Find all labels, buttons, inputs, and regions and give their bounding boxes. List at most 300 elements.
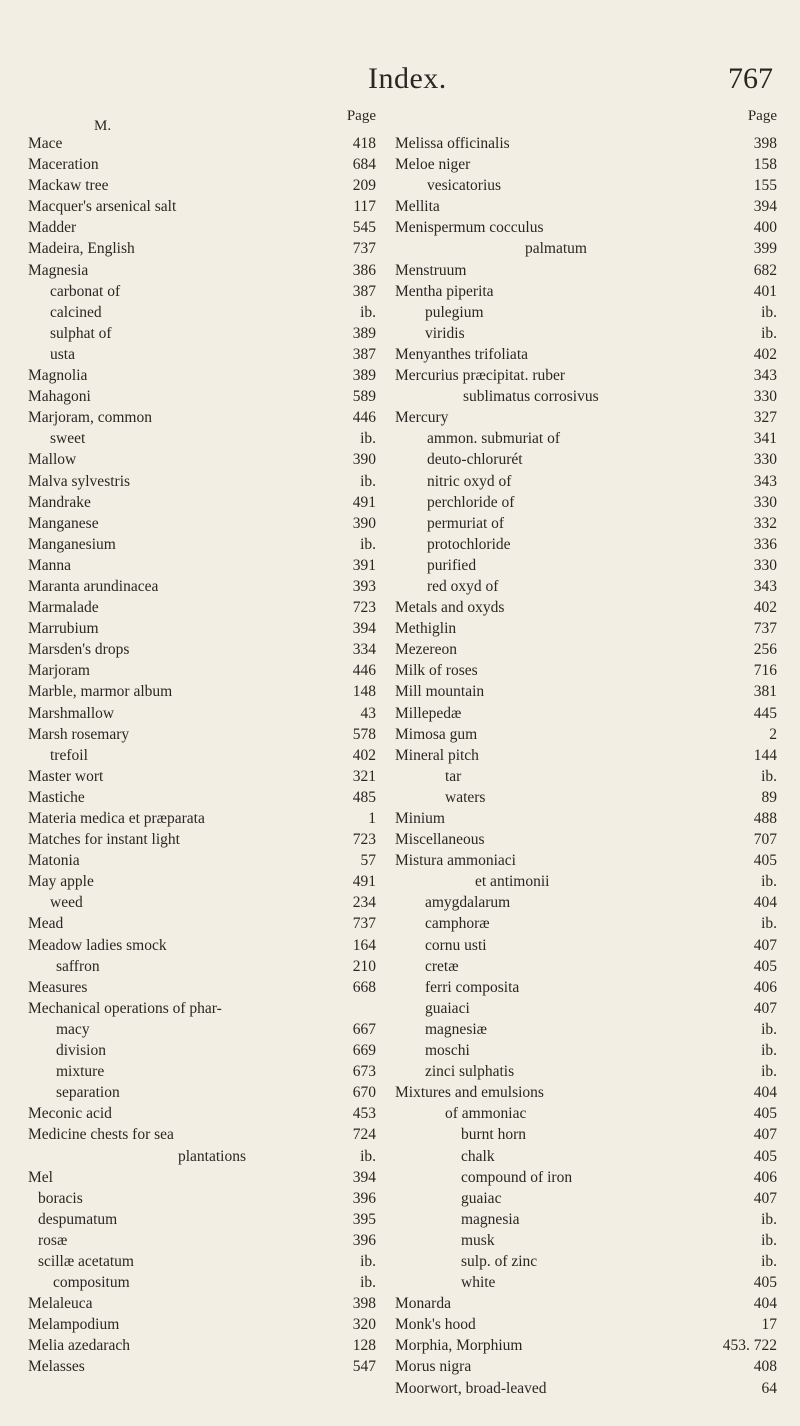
index-entry (395, 998, 777, 1019)
index-entry (28, 703, 376, 724)
index-entry (28, 639, 376, 660)
entry-page-ref: 402 (753, 599, 777, 617)
entry-term: moschi (425, 1042, 470, 1060)
entry-term: Mixtures and emulsions (395, 1084, 544, 1102)
entry-term: Mezereon (395, 641, 457, 659)
entry-term: calcined (50, 303, 102, 321)
entry-term: Mill mountain (395, 683, 485, 701)
entry-page-ref: 682 (753, 261, 777, 279)
entry-term: Maceration (28, 156, 99, 174)
index-entry (395, 1272, 777, 1293)
entry-term: despumatum (38, 1210, 118, 1228)
entry-page-ref: 387 (352, 282, 376, 300)
entry-term: Morphia, Morphium (395, 1337, 523, 1355)
entry-page-ref: 330 (753, 556, 777, 574)
page-column-label: Page (747, 108, 777, 124)
index-entry (395, 618, 777, 639)
index-entry (28, 597, 376, 618)
entry-term: Milk of roses (395, 662, 478, 680)
entry-term: Materia medica et præparata (28, 810, 205, 827)
entry-term: Mallow (28, 451, 77, 469)
index-entry (28, 576, 376, 597)
entry-page-ref: 396 (352, 1231, 376, 1249)
entry-term: sulphat of (50, 324, 112, 342)
entry-page-ref: 453 (352, 1105, 376, 1123)
entry-term: May apple (28, 873, 94, 891)
entry-page-ref: 394 (352, 1168, 376, 1186)
entry-page-ref: 395 (352, 1210, 376, 1228)
entry-page-ref: 723 (352, 599, 376, 617)
entry-page-ref: 406 (753, 1168, 777, 1186)
entry-term: white (461, 1274, 496, 1292)
entry-term: compositum (53, 1274, 130, 1292)
entry-page-ref: 405 (753, 852, 777, 870)
entry-page-ref: 389 (352, 367, 376, 385)
entry-term: Melia azedarach (28, 1337, 130, 1355)
entry-page-ref: 334 (352, 641, 376, 659)
index-entry (28, 428, 376, 449)
entry-term: Menstruum (395, 261, 467, 279)
entry-page-ref: ib. (360, 1147, 376, 1165)
entry-page-ref: 391 (352, 556, 376, 574)
entry-term: Marmalade (28, 599, 99, 617)
entry-term: Marjoram, common (28, 409, 152, 427)
index-entry (395, 1335, 777, 1356)
index-entry (28, 1124, 376, 1145)
entry-page-ref: 210 (352, 957, 376, 975)
index-entry (28, 407, 376, 428)
index-entry (28, 1272, 376, 1293)
index-entry (395, 154, 777, 175)
index-entry (395, 935, 777, 956)
entry-page-ref: 389 (352, 324, 376, 342)
entry-term: musk (461, 1231, 495, 1249)
index-entry (395, 513, 777, 534)
entry-term: palmatum (525, 240, 587, 258)
index-entry (28, 281, 376, 302)
entry-term: Medicine chests for sea (28, 1126, 174, 1144)
entry-page-ref: 407 (753, 999, 777, 1017)
index-entry (395, 660, 777, 681)
entry-page-ref: ib. (360, 1252, 376, 1270)
index-entry (395, 534, 777, 555)
entry-page-ref: 330 (753, 388, 777, 406)
entry-term: Marjoram (28, 662, 90, 680)
entry-term: Menyanthes trifoliata (395, 345, 528, 363)
entry-term: zinci sulphatis (425, 1063, 515, 1081)
entry-page-ref: 667 (352, 1020, 376, 1038)
index-entry (28, 154, 376, 175)
left-column-heading (28, 106, 376, 134)
entry-page-ref: ib. (761, 303, 777, 321)
index-entry (28, 787, 376, 808)
entry-page-ref: ib. (360, 1274, 376, 1292)
index-entry (395, 724, 777, 745)
entry-page-ref: 407 (753, 1126, 777, 1144)
entry-page-ref: ib. (761, 1063, 777, 1081)
entry-term: deuto-chlorurét (427, 451, 523, 469)
entry-term: Mace (28, 135, 63, 152)
entry-term: camphoræ (425, 915, 490, 933)
index-entry (28, 1103, 376, 1124)
entry-term: Meloe niger (395, 156, 471, 174)
entry-term: red oxyd of (427, 577, 499, 595)
index-entry (28, 977, 376, 998)
entry-term: Mead (28, 915, 64, 933)
entry-page-ref: 343 (753, 472, 777, 490)
entry-page-ref: 578 (352, 725, 376, 743)
entry-term: Mellita (395, 198, 440, 216)
entry-term: Marble, marmor album (28, 683, 173, 701)
left-index-column (28, 106, 376, 1378)
entry-page-ref: 446 (352, 662, 376, 680)
entry-page-ref: 737 (352, 240, 376, 258)
entry-term: Madder (28, 219, 77, 237)
entry-page-ref: 737 (753, 620, 777, 638)
right-index-column (395, 106, 777, 1399)
entry-term: Mistura ammoniaci (395, 852, 516, 870)
entry-term: Maranta arundinacea (28, 577, 159, 595)
entry-page-ref: ib. (761, 1020, 777, 1038)
index-entry (28, 260, 376, 281)
index-entry (28, 386, 376, 407)
index-entry (28, 1082, 376, 1103)
index-entry (28, 808, 376, 829)
entry-term: Monarda (395, 1295, 451, 1313)
index-entry (28, 196, 376, 217)
index-entry (28, 1251, 376, 1272)
entry-page-ref: 43 (360, 704, 376, 722)
entry-term: chalk (461, 1147, 495, 1165)
index-entry (395, 449, 777, 470)
entry-term: saffron (56, 957, 100, 975)
index-entry (28, 998, 376, 1019)
entry-page-ref: 321 (352, 767, 376, 785)
entry-term: compound of iron (461, 1168, 573, 1186)
index-entry (395, 1356, 777, 1377)
entry-page-ref: ib. (360, 430, 376, 448)
entry-term: Mastiche (28, 788, 85, 806)
index-entry (28, 471, 376, 492)
index-entry (28, 302, 376, 323)
entry-term: Mentha piperita (395, 282, 494, 300)
entry-term: Magnesia (28, 261, 89, 279)
entry-page-ref: 707 (753, 831, 777, 849)
entry-page-ref: 341 (753, 430, 777, 448)
entry-page-ref: ib. (761, 767, 777, 785)
entry-term: Meconic acid (28, 1105, 112, 1123)
index-entry (395, 913, 777, 934)
index-entry (395, 1082, 777, 1103)
entry-page-ref: 401 (753, 282, 777, 300)
entry-page-ref: 386 (352, 261, 376, 279)
index-entry (28, 1209, 376, 1230)
page-column-label: Page (346, 108, 376, 124)
entry-page-ref: 2 (769, 725, 777, 743)
entry-page-ref: 453. 722 (722, 1337, 777, 1355)
entry-term: tar (445, 767, 462, 785)
index-entry (395, 302, 777, 323)
entry-term: viridis (425, 324, 465, 342)
entry-page-ref: 669 (352, 1042, 376, 1060)
entry-page-ref: 445 (753, 704, 777, 722)
page-header (0, 62, 800, 102)
entry-term: ammon. submuriat of (427, 430, 561, 448)
entry-term: sulp. of zinc (461, 1252, 538, 1270)
entry-page-ref: 209 (352, 177, 376, 195)
index-entry (28, 323, 376, 344)
entry-term: separation (56, 1084, 120, 1102)
entry-term: vesicatorius (427, 177, 502, 195)
index-entry (28, 956, 376, 977)
index-entry (395, 871, 777, 892)
entry-page-ref: 446 (352, 409, 376, 427)
entry-page-ref: 256 (753, 641, 777, 659)
entry-page-ref: 491 (352, 493, 376, 511)
entry-term: Measures (28, 978, 88, 996)
right-column-heading (395, 106, 777, 126)
index-entry (28, 935, 376, 956)
entry-page-ref: 399 (753, 240, 777, 258)
entry-page-ref: 393 (352, 577, 376, 595)
index-entry (28, 1167, 376, 1188)
index-entry (28, 513, 376, 534)
entry-term: Millepedæ (395, 704, 462, 722)
index-entry (28, 534, 376, 555)
entry-page-ref: 327 (753, 409, 777, 427)
entry-term: Meadow ladies smock (28, 936, 167, 954)
index-entry (395, 1188, 777, 1209)
entry-page-ref: 332 (753, 514, 777, 532)
index-entry (395, 745, 777, 766)
running-title: Index. (368, 62, 447, 95)
entry-term: Mercury (395, 409, 449, 427)
entry-page-ref: 1 (368, 810, 376, 827)
entry-page-ref: 405 (753, 1105, 777, 1123)
index-entry (28, 660, 376, 681)
entry-term: Macquer's arsenical salt (28, 198, 177, 216)
entry-page-ref: 394 (352, 620, 376, 638)
index-entry (28, 913, 376, 934)
entry-term: Miscellaneous (395, 831, 485, 849)
entry-term: guaiaci (425, 999, 470, 1017)
index-entry (395, 1103, 777, 1124)
entry-term: sublimatus corrosivus (463, 388, 599, 406)
entry-page-ref: 400 (753, 219, 777, 237)
entry-page-ref: ib. (761, 915, 777, 933)
entry-term: Marsden's drops (28, 641, 130, 659)
entry-term: Manganesium (28, 535, 116, 553)
entry-page-ref: 330 (753, 493, 777, 511)
entry-page-ref: ib. (360, 472, 376, 490)
index-entry (395, 1314, 777, 1335)
right-entry-list (395, 133, 777, 1399)
entry-page-ref: ib. (761, 324, 777, 342)
index-entry (395, 386, 777, 407)
entry-term: Moorwort, broad-leaved (395, 1379, 547, 1397)
index-entry (28, 1061, 376, 1082)
page-number: 767 (728, 62, 773, 95)
entry-term: boracis (38, 1189, 83, 1207)
entry-page-ref: 381 (753, 683, 777, 701)
entry-page-ref: 405 (753, 1147, 777, 1165)
index-entry (395, 344, 777, 365)
entry-term: usta (50, 345, 75, 363)
entry-term: Marsh rosemary (28, 725, 130, 743)
entry-term: Mandrake (28, 493, 91, 511)
index-entry (395, 956, 777, 977)
index-entry (28, 1040, 376, 1061)
entry-term: Morus nigra (395, 1358, 472, 1376)
index-entry (28, 217, 376, 238)
entry-page-ref: 330 (753, 451, 777, 469)
entry-page-ref: 673 (352, 1063, 376, 1081)
entry-page-ref: 343 (753, 367, 777, 385)
index-entry (28, 1293, 376, 1314)
entry-page-ref: 390 (352, 514, 376, 532)
index-entry (395, 175, 777, 196)
entry-page-ref: ib. (761, 873, 777, 891)
entry-page-ref: 404 (753, 1295, 777, 1313)
index-entry (28, 1230, 376, 1251)
entry-term: Malva sylvestris (28, 472, 131, 490)
index-entry (28, 1314, 376, 1335)
index-entry (395, 766, 777, 787)
entry-page-ref: ib. (360, 535, 376, 553)
index-entry (395, 1251, 777, 1272)
entry-page-ref: 723 (352, 831, 376, 849)
entry-page-ref: 117 (353, 198, 376, 216)
index-entry (395, 260, 777, 281)
entry-term: Mineral pitch (395, 746, 479, 764)
entry-page-ref: 485 (352, 788, 376, 806)
entry-term: Magnolia (28, 367, 88, 385)
entry-term: Matonia (28, 852, 80, 870)
entry-term: perchloride of (427, 493, 515, 511)
entry-term: cretæ (425, 957, 459, 975)
index-entry (28, 1146, 376, 1167)
index-entry (28, 1019, 376, 1040)
entry-page-ref: 545 (352, 219, 376, 237)
entry-term: Manna (28, 556, 72, 574)
entry-term: carbonat of (50, 282, 121, 300)
entry-term: burnt horn (461, 1126, 527, 1144)
entry-page-ref: 402 (753, 345, 777, 363)
index-entry (395, 850, 777, 871)
index-entry (28, 850, 376, 871)
index-entry (28, 344, 376, 365)
entry-term: macy (56, 1020, 90, 1038)
index-entry (395, 681, 777, 702)
index-entry (395, 1061, 777, 1082)
entry-page-ref: 320 (352, 1316, 376, 1334)
entry-term: Melaleuca (28, 1295, 93, 1313)
index-entry (395, 1124, 777, 1145)
index-entry (395, 1209, 777, 1230)
entry-term: scillæ acetatum (38, 1252, 134, 1270)
index-entry (395, 428, 777, 449)
entry-page-ref: 684 (352, 156, 376, 174)
index-entry (395, 238, 777, 259)
entry-term: Melissa officinalis (395, 135, 510, 152)
entry-term: mixture (56, 1063, 105, 1081)
entry-page-ref: 418 (352, 135, 376, 152)
entry-page-ref: 164 (352, 936, 376, 954)
entry-term: permuriat of (427, 514, 505, 532)
entry-term: Master wort (28, 767, 104, 785)
entry-page-ref: 17 (761, 1316, 777, 1334)
entry-page-ref: 407 (753, 1189, 777, 1207)
index-entry (28, 745, 376, 766)
entry-term: amygdalarum (425, 894, 511, 912)
index-entry (28, 133, 376, 154)
entry-page-ref: 488 (753, 810, 777, 827)
index-entry (395, 1230, 777, 1251)
entry-term: magnesia (461, 1210, 520, 1228)
entry-term: Marrubium (28, 620, 99, 638)
entry-term: plantations (178, 1147, 247, 1165)
entry-page-ref: 670 (352, 1084, 376, 1102)
entry-page-ref: ib. (761, 1252, 777, 1270)
entry-term: cornu usti (425, 936, 487, 954)
entry-term: waters (445, 788, 486, 806)
entry-term: Mimosa gum (395, 725, 478, 743)
index-entry (28, 449, 376, 470)
entry-term: magnesiæ (425, 1020, 487, 1038)
entry-page-ref: 396 (352, 1189, 376, 1207)
entry-page-ref: ib. (360, 303, 376, 321)
index-entry (28, 1188, 376, 1209)
section-letter: M. (94, 118, 112, 134)
index-entry (395, 597, 777, 618)
entry-page-ref: 398 (352, 1295, 376, 1313)
index-entry (395, 323, 777, 344)
entry-term: ferri composita (425, 978, 520, 996)
entry-term: Metals and oxyds (395, 599, 505, 617)
entry-term: Mercurius præcipitat. ruber (395, 367, 566, 385)
entry-term: Menispermum cocculus (395, 219, 544, 237)
index-entry (28, 618, 376, 639)
entry-page-ref: 390 (352, 451, 376, 469)
entry-term: purified (427, 556, 477, 574)
index-entry (395, 703, 777, 724)
entry-term: division (56, 1042, 106, 1060)
index-entry (395, 808, 777, 829)
index-entry (28, 1356, 376, 1377)
index-entry (395, 555, 777, 576)
index-entry (395, 1378, 777, 1399)
index-entry (395, 1040, 777, 1061)
entry-term: rosæ (38, 1231, 68, 1249)
index-entry (28, 492, 376, 513)
entry-page-ref: ib. (761, 1231, 777, 1249)
entry-page-ref: 64 (761, 1379, 777, 1397)
entry-page-ref: 716 (753, 662, 777, 680)
entry-page-ref: 404 (753, 1084, 777, 1102)
entry-page-ref: 404 (753, 894, 777, 912)
entry-term: Mel (28, 1168, 53, 1186)
entry-page-ref: 405 (753, 1274, 777, 1292)
index-entry (28, 829, 376, 850)
entry-page-ref: 57 (360, 852, 376, 870)
entry-term: Methiglin (395, 620, 457, 638)
entry-page-ref: 589 (352, 388, 376, 406)
index-entry (28, 681, 376, 702)
index-entry (395, 829, 777, 850)
index-entry (395, 217, 777, 238)
index-entry (395, 977, 777, 998)
index-entry (395, 133, 777, 154)
